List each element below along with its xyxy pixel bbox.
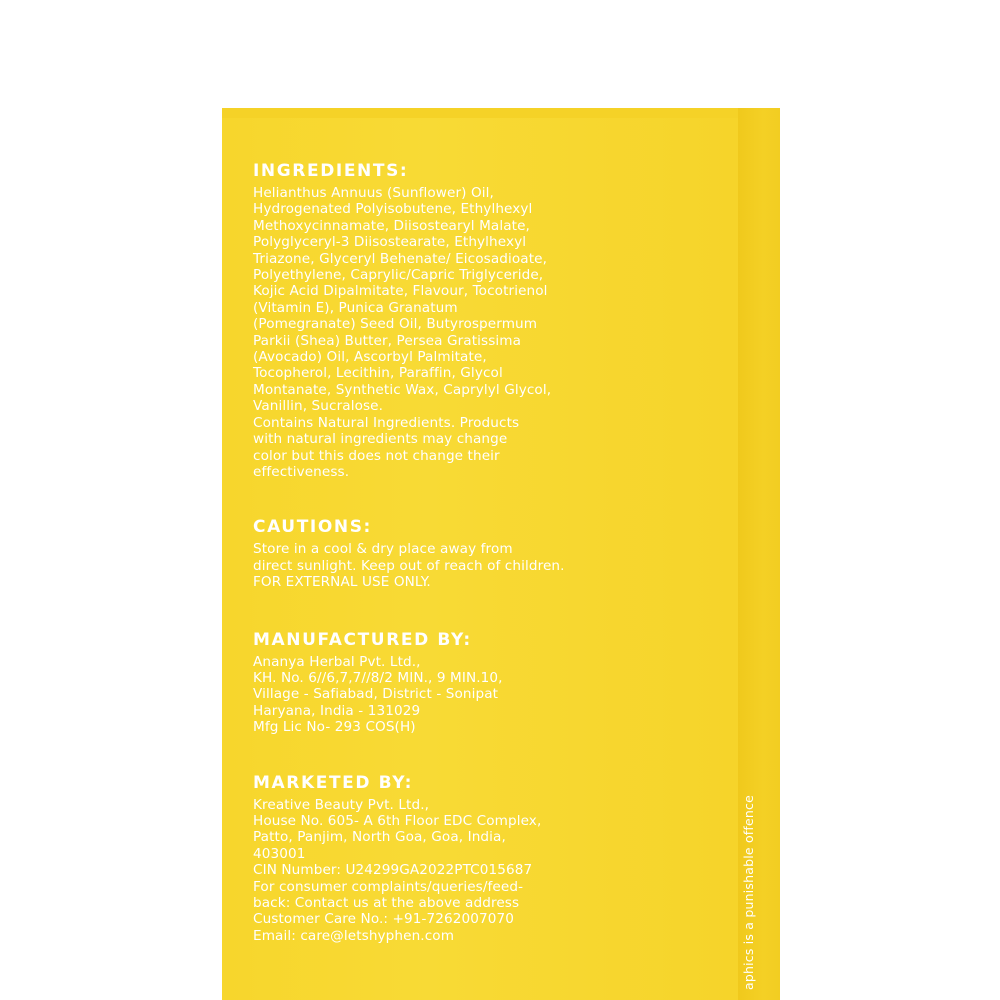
- text-line: Helianthus Annuus (Sunflower) Oil,: [253, 185, 494, 201]
- marketed-by-heading: MARKETED BY:: [253, 772, 414, 793]
- text-line: Store in a cool & dry place away from: [253, 541, 513, 558]
- text-line: Patto, Panjim, North Goa, Goa, India,: [253, 829, 506, 846]
- text-line: Mfg Lic No- 293 COS(H): [253, 719, 416, 736]
- manufactured-by-heading: MANUFACTURED BY:: [253, 629, 472, 650]
- text-line: KH. No. 6//6,7,7//8/2 MIN., 9 MIN.10,: [253, 669, 503, 686]
- text-line: Ananya Herbal Pvt. Ltd.,: [253, 653, 421, 670]
- text-line: effectiveness.: [253, 463, 350, 480]
- ingredients-heading: INGREDIENTS:: [253, 161, 409, 181]
- text-line: with natural ingredients may change: [253, 431, 508, 448]
- text-line: Tocopherol, Lecithin, Paraffin, Glycol: [253, 365, 503, 382]
- text-line: Parkii (Shea) Butter, Persea Gratissima: [253, 332, 522, 349]
- text-line: color but this does not change their: [253, 447, 500, 464]
- text-line: Polyethylene, Caprylic/Capric Triglyceride,: [253, 267, 544, 284]
- text-line: 403001: [253, 845, 306, 862]
- text-line: direct sunlight. Keep out of reach of children.: [253, 557, 565, 574]
- text-line: (Pomegranate) Seed Oil, Butyrospermum: [253, 316, 538, 333]
- text-line: Haryana, India - 131029: [253, 702, 421, 719]
- text-line: Contains Natural Ingredients. Products: [253, 414, 520, 431]
- text-line: Polyglyceryl-3 Diisostearate, Ethylhexyl: [253, 234, 527, 251]
- text-line: back: Contact us at the above address: [253, 895, 520, 911]
- text-line: (Vitamin E), Punica Granatum: [253, 299, 458, 316]
- cautions-section: [253, 516, 733, 590]
- text-line: Montanate, Synthetic Wax, Caprylyl Glycol,: [253, 381, 552, 398]
- cautions-body: [253, 541, 733, 590]
- text-line: Village - Safiabad, District - Sonipat: [253, 686, 499, 703]
- text-line: CIN Number: U24299GA2022PTC015687: [253, 862, 533, 879]
- manufactured-by-body: [253, 654, 733, 736]
- text-line: Kreative Beauty Pvt. Ltd.,: [253, 796, 430, 813]
- text-line: Triazone, Glyceryl Behenate/ Eicosadioate,: [253, 250, 548, 267]
- text-line: Kojic Acid Dipalmitate, Flavour, Tocotrienol: [253, 283, 548, 300]
- text-line: Customer Care No.: +91-7262007070: [253, 911, 514, 928]
- text-line: For consumer complaints/queries/feed-: [253, 878, 524, 895]
- cautions-heading: CAUTIONS:: [253, 517, 372, 538]
- text-line: Methoxycinnamate, Diisostearyl Malate,: [253, 217, 530, 234]
- marketed-by-body: [253, 797, 733, 945]
- manufactured-by-section: [253, 629, 733, 736]
- text-line: FOR EXTERNAL USE ONLY.: [253, 574, 431, 591]
- marketed-by-section: [253, 772, 733, 945]
- text-line: Vanillin, Sucralose.: [253, 398, 384, 415]
- text-line: Hydrogenated Polyisobutene, Ethylhexyl: [253, 201, 533, 218]
- ingredients-body: [253, 185, 733, 480]
- side-panel-text: aphics is a punishable offence: [741, 795, 756, 990]
- text-line: (Avocado) Oil, Ascorbyl Palmitate,: [253, 349, 487, 366]
- label-text-block: [253, 160, 733, 944]
- ingredients-section: [253, 160, 733, 480]
- text-line: House No. 605- A 6th Floor EDC Complex,: [253, 812, 542, 829]
- text-line: Email: care@letshyphen.com: [253, 927, 455, 944]
